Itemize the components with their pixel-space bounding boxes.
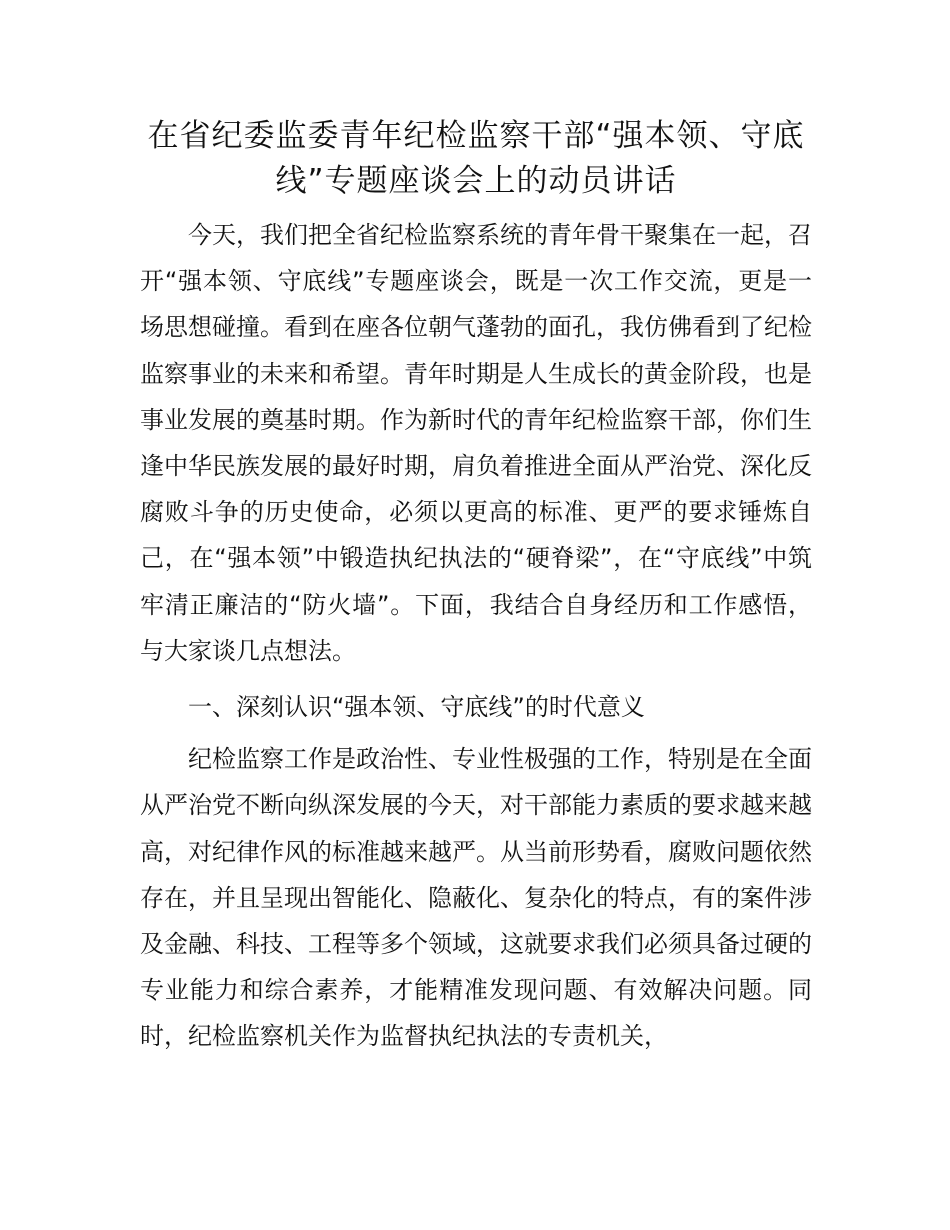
section-heading-1: 一、深刻认识“强本领、守底线”的时代意义 — [188, 693, 645, 722]
document-body — [140, 212, 812, 1060]
intro-paragraph: 今天，我们把全省纪检监察系统的青年骨干聚集在一起，召开“强本领、守底线”专题座谈会，既是一次工作交流，更是一场思想碰撞。看到在座各位朝气蓬勃的面孔，我仿佛看到了纪检监察事业的未来和希望。青年时期是人生成长的黄金阶段，也是事业发展的奠基时期。作为新时代的青年纪检监察干部，你们生逢中华民族发展的最好时期，肩负着推进全面从严治党、深化反腐败斗争的历史使命，必须以更高的标准、更严的要求锤炼自己，在“强本领”中锻造执纪执法的“硬脊梁”，在“守底线”中筑牢清正廉洁的“防火墙”。下面，我结合自身经历和工作感悟，与大家谈几点想法。 — [140, 221, 812, 665]
paragraph-gap — [140, 674, 812, 680]
document-title: 在省纪委监委青年纪检监察干部“强本领、守底线”专题座谈会上的动员讲话 — [147, 118, 805, 199]
section-1-paragraph: 纪检监察工作是政治性、专业性极强的工作，特别是在全面从严治党不断向纵深发展的今天，对干部能力素质的要求越来越高，对纪律作风的标准越来越严。从当前形势看，腐败问题依然存在，并且呈现出智能化、隐蔽化、复杂化的特点，有的案件涉及金融、科技、工程等多个领域，这就要求我们必须具备过硬的专业能力和综合素养，才能精准发现问题、有效解决问题。同时，纪检监察机关作为监督执纪执法的专责机关， — [140, 745, 812, 1051]
